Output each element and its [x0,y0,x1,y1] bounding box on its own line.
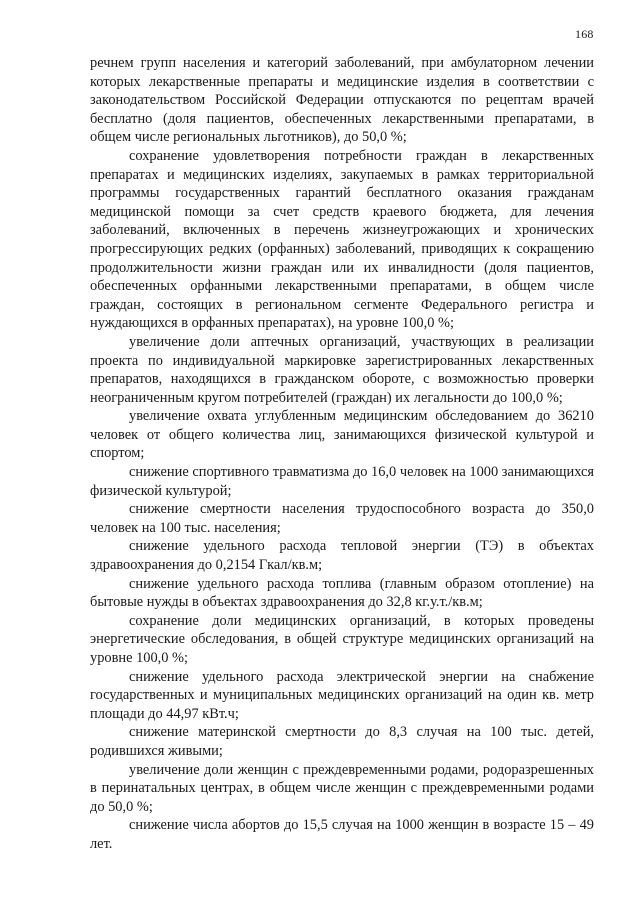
paragraph: увеличение доли женщин с преждевременными родами, родоразрешенных в перинатальных центрах, в общем числе женщин с преждевременными родами до 50,0 %; [90,761,594,815]
paragraph: снижение удельного расхода топлива (главным образом отопление) на бытовые нужды в объектах здравоохранения до 32,8 кг.у.т./кв.м; [90,575,594,611]
paragraph: снижение удельного расхода тепловой энергии (ТЭ) в объектах здравоохранения до 0,2154 Гкал/кв.м; [90,538,594,574]
document-body [90,54,594,854]
paragraph: снижение числа абортов до 15,5 случая на 1000 женщин в возрасте 15 – 49 лет. [90,817,594,852]
paragraph: сохранение доли медицинских организаций, в которых проведены энергетические обследования, в общей структуре медицинских организаций на уровне 100,0 %; [90,612,594,666]
paragraph: снижение материнской смертности до 8,3 случая на 100 тыс. детей, родившихся живыми; [90,724,594,759]
paragraph: сохранение удовлетворения потребности граждан в лекарственных препаратах и медицинских изделиях, закупаемых в рамках территориальной программы государственных гарантий бесплатного оказания гражданам медицинской помощи за счет средств краевого бюджета, для лечения заболеваний, включенных в перечень жизнеугрожающих и хронических прогрессирующих редких (орфанных) заболеваний, приводящих к сокращению продолжительности жизни граждан или их инвалидности (доля пациентов, обеспеченных орфанными лекарственными препаратами, в общем числе граждан, состоящих в региональном сегменте Федерального регистра и нуждающихся в орфанных препаратах), на уровне 100,0 %; [90,147,594,332]
paragraph: увеличение доли аптечных организаций, участвующих в реализации проекта по индивидуальной маркировке зарегистрированных лекарственных препаратов, находящихся в гражданском обороте, с возможностью проверки неограниченным кругом потребителей (граждан) их легальности до 100,0 %; [90,333,594,406]
paragraph: снижение удельного расхода электрической энергии на снабжение государственных и муниципальных медицинских организаций на один кв. метр площади до 44,97 кВт.ч; [90,668,594,722]
paragraph: увеличение охвата углубленным медицинским обследованием до 36210 человек от общего количества лиц, занимающихся физической культурой и спортом; [90,408,594,462]
page-number: 168 [575,27,594,41]
paragraph: снижение смертности населения трудоспособного возраста до 350,0 человек на 100 тыс. населения; [90,501,594,536]
paragraph: снижение спортивного травматизма до 16,0 человек на 1000 занимающихся физической культурой; [90,464,594,499]
paragraph-continuation: речнем групп населения и категорий заболеваний, при амбулаторном лечении которых лекарственные препараты и медицинские изделия в соответствии с законодательством Российской Федерации отпускаются по рецептам врачей бесплатно (доля пациентов, обеспеченных лекарственными препаратами, в общем числе региональных льготников), до 50,0 %; [90,55,594,146]
